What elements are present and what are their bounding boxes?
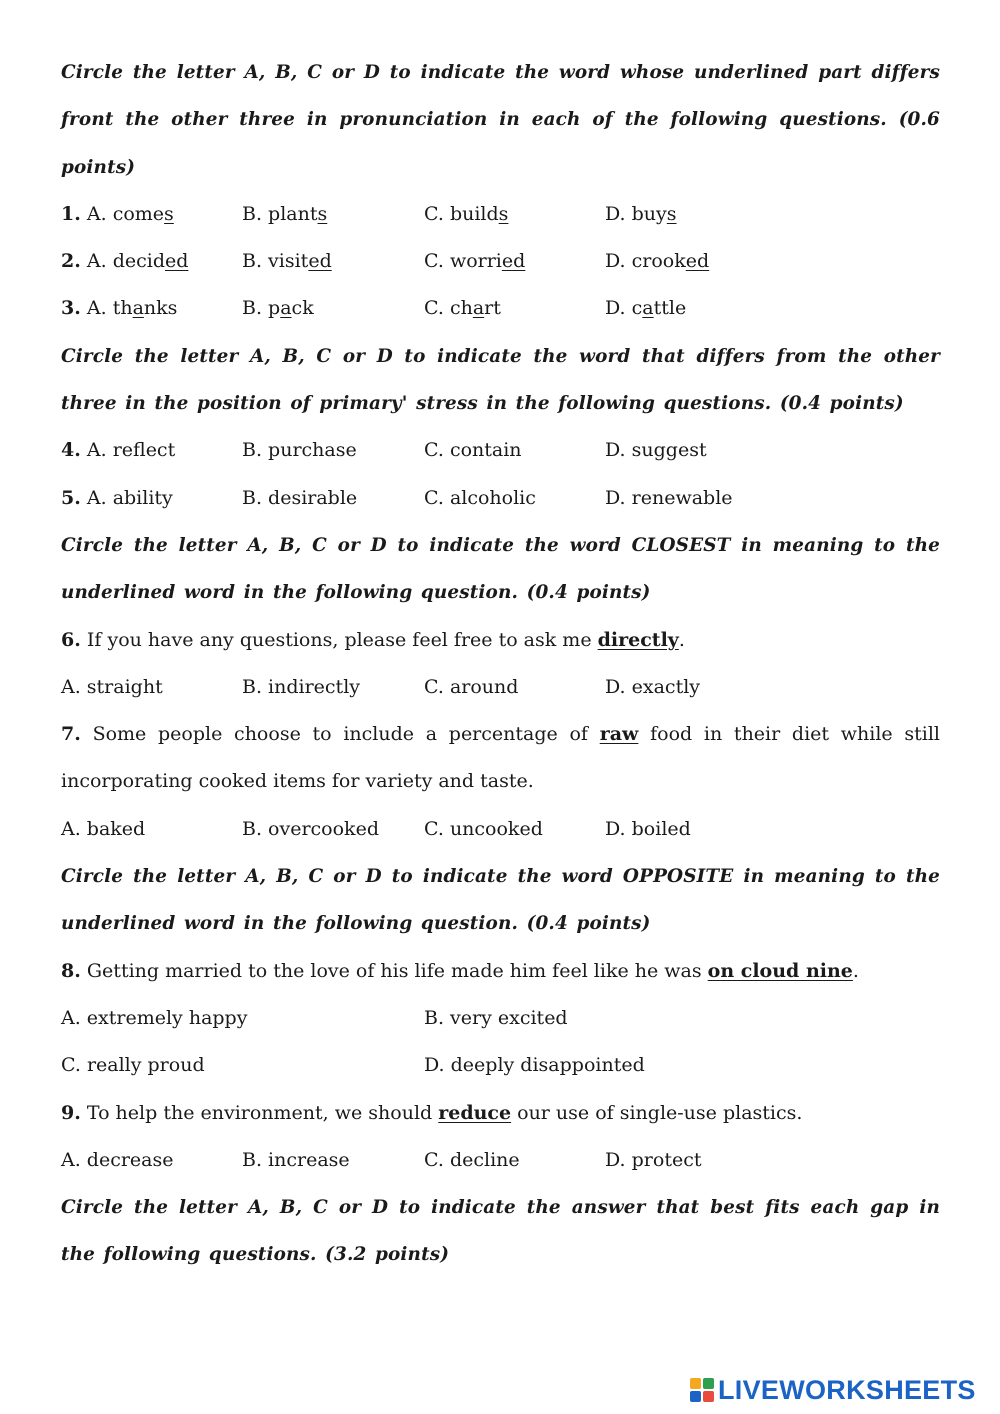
q3-b-rest: ck (291, 297, 314, 320)
q1-option-c[interactable] (424, 191, 508, 238)
q2-option-b[interactable] (242, 238, 332, 285)
q3-d-rest: ttle (653, 297, 687, 320)
q3-c-underlined: a (472, 297, 485, 320)
q7-number: 7. (61, 723, 81, 746)
q3-a-rest: nks (143, 297, 178, 320)
question-3 (61, 285, 940, 332)
q3-option-a[interactable] (61, 285, 177, 332)
question-7-stem (61, 711, 940, 806)
q1-option-a[interactable] (61, 191, 174, 238)
logo-square-3 (690, 1391, 701, 1402)
q7-option-d[interactable]: D. boiled (605, 817, 691, 840)
q1-option-b[interactable] (242, 191, 327, 238)
q1-b-text: B. plant (242, 202, 318, 225)
question-8-options-row-2 (61, 1042, 940, 1089)
q9-option-c[interactable]: C. decline (424, 1148, 520, 1171)
logo-square-2 (703, 1378, 714, 1389)
q5-option-c[interactable]: C. alcoholic (424, 486, 536, 509)
q9-option-d[interactable]: D. protect (605, 1148, 702, 1171)
q9-option-a[interactable]: A. decrease (61, 1148, 174, 1171)
q3-option-b[interactable] (242, 285, 314, 332)
logo-square-4 (703, 1391, 714, 1402)
q3-d-text: D. c (605, 297, 643, 320)
q3-b-underlined: a (280, 297, 292, 320)
liveworksheets-logo[interactable] (690, 1375, 976, 1405)
q3-number: 3. (61, 297, 81, 320)
q8-option-d[interactable]: D. deeply disappointed (424, 1054, 645, 1077)
section-4-instruction: Circle the letter A, B, C or D to indicate the word OPPOSITE in meaning to the underlined word in the following question. (0.4 points) (61, 866, 940, 935)
q2-b-underlined: ed (308, 250, 332, 273)
q4-option-c[interactable]: C. contain (424, 439, 522, 462)
section-2-instruction: Circle the letter A, B, C or D to indicate the word that differs from the other three in the position of primary' stress in the following questions. (0.4 points) (61, 345, 940, 415)
q9-key-word: reduce (438, 1101, 512, 1124)
q6-option-c[interactable]: C. around (424, 675, 519, 698)
q3-c-text: C. ch (424, 297, 473, 320)
question-4 (61, 427, 940, 474)
q3-d-underlined: a (642, 297, 654, 320)
logo-text: LIVEWORKSHEETS (718, 1374, 976, 1405)
question-8-options-row-1 (61, 995, 940, 1042)
q7-text-after: food in their diet while still incorporating cooked items for variety and taste. (61, 723, 941, 793)
q8-option-b[interactable]: B. very excited (424, 1006, 568, 1029)
q6-text-after: . (678, 628, 685, 651)
section-1-instruction: Circle the letter A, B, C or D to indicate the word whose underlined part differs front the other three in pronunciation in each of the following questions. (0.6 points) (61, 62, 940, 178)
q1-b-underlined: s (317, 202, 328, 225)
q4-option-b[interactable]: B. purchase (242, 439, 357, 462)
q9-text-before: To help the environment, we should (80, 1101, 439, 1124)
q2-number: 2. (61, 250, 81, 273)
q1-a-underlined: s (164, 202, 174, 225)
question-6-options (61, 664, 940, 711)
q5-option-b[interactable]: B. desirable (242, 486, 358, 509)
q3-b-text: B. p (242, 297, 281, 320)
q1-d-underlined: s (666, 202, 677, 225)
q1-d-text: D. buy (605, 202, 667, 225)
q2-d-text: D. crook (605, 250, 686, 273)
logo-squares-icon (690, 1378, 714, 1402)
q9-text-after: our use of single-use plastics. (511, 1101, 803, 1124)
question-9-options (61, 1137, 940, 1184)
q5-number: 5. (61, 486, 81, 509)
q3-a-underlined: a (132, 297, 144, 320)
q6-number: 6. (61, 628, 81, 651)
q1-a-text: A. come (86, 202, 165, 225)
q8-option-c[interactable]: C. really proud (61, 1054, 205, 1077)
question-7-options (61, 806, 940, 853)
q7-key-word: raw (599, 723, 639, 746)
logo-square-1 (690, 1378, 701, 1389)
section-5-instruction: Circle the letter A, B, C or D to indicate the answer that best fits each gap in the following questions. (3.2 points) (61, 1197, 940, 1266)
q1-c-text: C. build (424, 202, 499, 225)
q2-d-underlined: ed (685, 250, 710, 273)
q1-number: 1. (61, 202, 81, 225)
q2-option-d[interactable] (605, 238, 709, 285)
q8-number: 8. (61, 959, 81, 982)
q4-number: 4. (61, 439, 81, 462)
q8-text-after: . (852, 959, 859, 982)
q8-option-a[interactable]: A. extremely happy (61, 1006, 248, 1029)
q2-a-text: A. decid (86, 250, 165, 273)
q6-option-a[interactable]: A. straight (61, 675, 163, 698)
worksheet-page (61, 49, 940, 1279)
q7-option-b[interactable]: B. overcooked (242, 817, 379, 840)
q5-option-a[interactable] (61, 475, 173, 522)
q8-key-word: on cloud nine (707, 959, 853, 982)
q7-option-a[interactable]: A. baked (61, 817, 146, 840)
q4-option-a[interactable] (61, 427, 175, 474)
question-6-stem (61, 617, 940, 664)
q5-a-text: A. ability (86, 486, 173, 509)
q6-option-b[interactable]: B. indirectly (242, 675, 361, 698)
question-8-stem (61, 948, 940, 995)
q7-option-c[interactable]: C. uncooked (424, 817, 543, 840)
q2-b-text: B. visit (242, 250, 309, 273)
q3-option-d[interactable] (605, 285, 686, 332)
q1-option-d[interactable] (605, 191, 677, 238)
q2-a-underlined: ed (164, 250, 189, 273)
q2-option-c[interactable] (424, 238, 525, 285)
question-5 (61, 475, 940, 522)
q4-a-text: A. reflect (86, 439, 176, 462)
q1-c-underlined: s (498, 202, 509, 225)
q3-a-text: A. th (86, 297, 133, 320)
q6-key-word: directly (597, 628, 679, 651)
q3-option-c[interactable] (424, 285, 501, 332)
section-3-instruction: Circle the letter A, B, C or D to indicate the word CLOSEST in meaning to the underlined word in the following question. (0.4 points) (61, 534, 940, 604)
q7-text-before: Some people choose to include a percentage of (80, 723, 600, 746)
q2-c-text: C. worri (424, 250, 502, 273)
q9-option-b[interactable]: B. increase (242, 1148, 350, 1171)
q2-c-underlined: ed (501, 250, 526, 273)
q3-c-rest: rt (484, 297, 501, 320)
question-1 (61, 191, 940, 238)
q5-option-d[interactable]: D. renewable (605, 486, 733, 509)
q9-number: 9. (61, 1101, 81, 1124)
q4-option-d[interactable]: D. suggest (605, 439, 707, 462)
question-2 (61, 238, 940, 285)
q6-option-d[interactable]: D. exactly (605, 675, 701, 698)
q8-text-before: Getting married to the love of his life made him feel like he was (80, 959, 708, 982)
question-9-stem (61, 1090, 940, 1137)
q6-text-before: If you have any questions, please feel free to ask me (80, 628, 598, 651)
q2-option-a[interactable] (61, 238, 188, 285)
